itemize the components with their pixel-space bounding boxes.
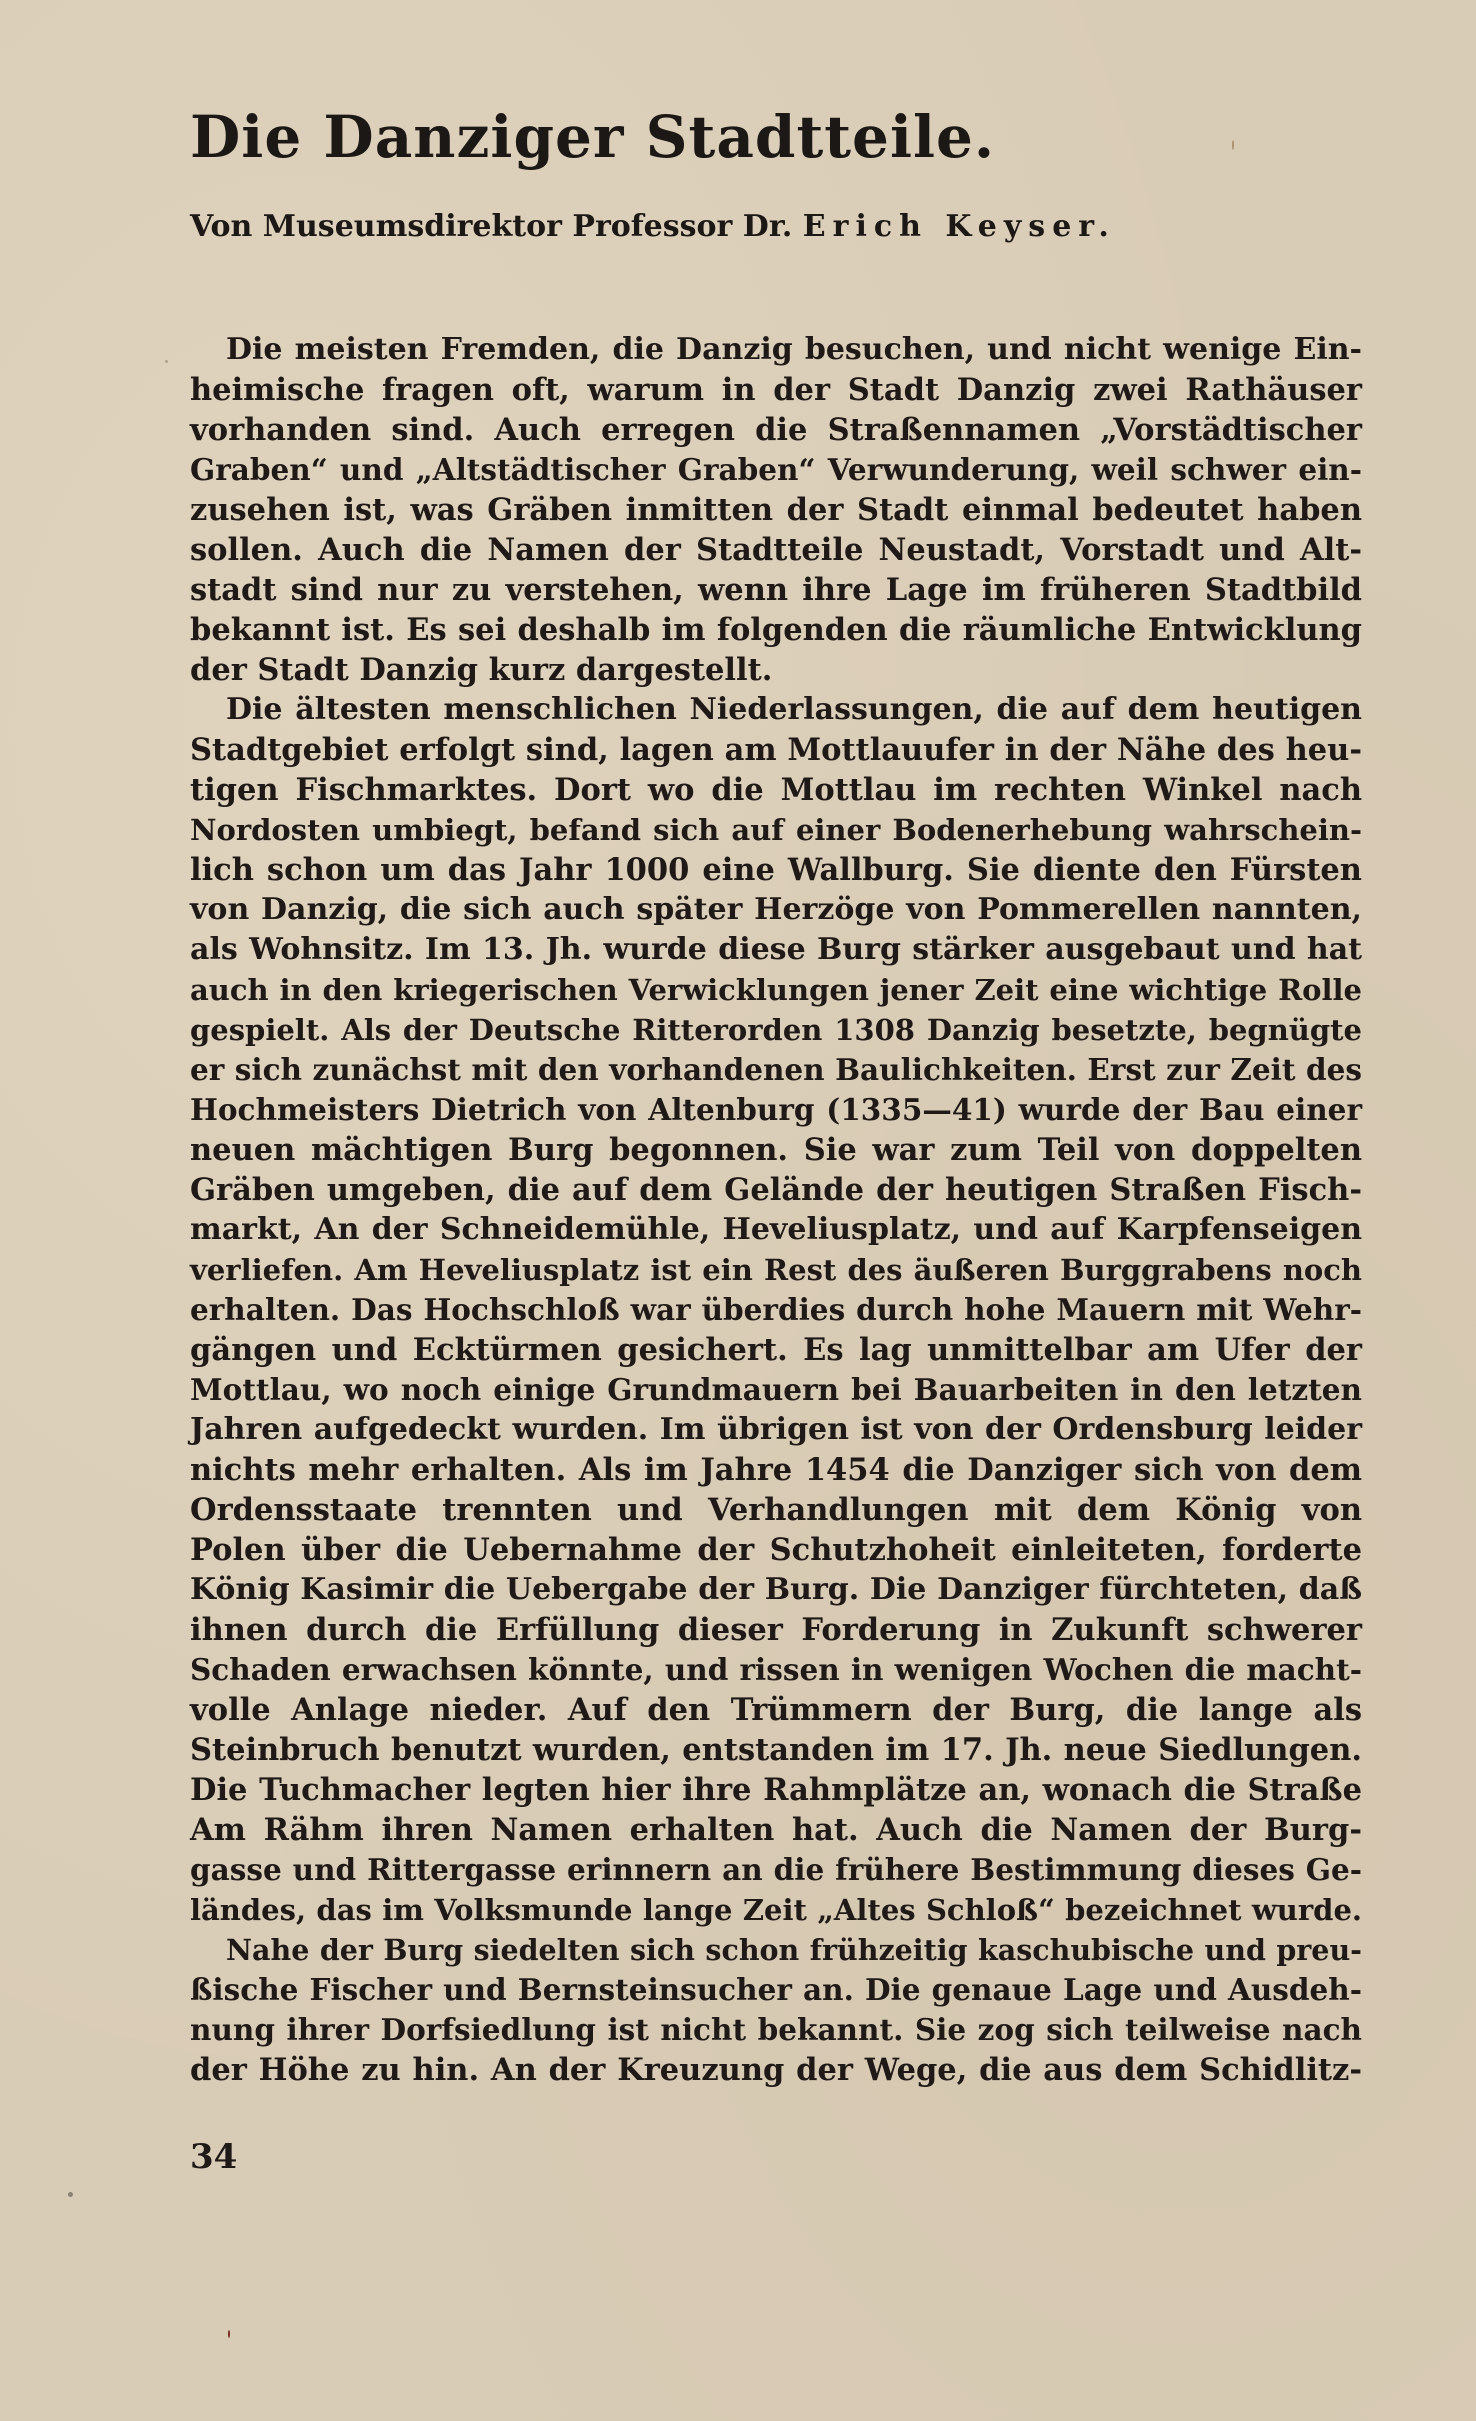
text-line: Ordensstaate trennten und Verhandlungen mit dem König von	[190, 1492, 1362, 1528]
page-number: 34	[190, 2137, 238, 2177]
text-line: als Wohnsitz. Im 13. Jh. wurde diese Burg stärker ausgebaut und hat	[190, 932, 1362, 967]
text-line: Schaden erwachsen könnte, und rissen in wenigen Wochen die macht-	[190, 1652, 1362, 1687]
text-line: heimische fragen oft, warum in der Stadt Danzig zwei Rathäuser	[190, 372, 1362, 408]
text-line: verliefen. Am Heveliusplatz ist ein Rest des äußeren Burggrabens noch	[190, 1253, 1362, 1287]
text-line: Nordosten umbiegt, befand sich auf einer Bodenerhebung wahrschein-	[190, 813, 1362, 847]
text-line: neuen mächtigen Burg begonnen. Sie war zum Teil von doppelten	[190, 1132, 1362, 1168]
text-line: Die Tuchmacher legten hier ihre Rahmplätze an, wonach die Straße	[190, 1772, 1362, 1808]
paragraph	[190, 330, 1362, 690]
text-line: Graben“ und „Altstädtischer Graben“ Verwunderung, weil schwer ein-	[190, 452, 1362, 487]
text-line: Nahe der Burg siedelten sich schon frühzeitig kaschubische und preu-	[226, 1933, 1362, 1967]
text-line: Stadtgebiet erfolgt sind, lagen am Mottlauufer in der Nähe des heu-	[190, 732, 1362, 768]
article-body	[190, 330, 1362, 2090]
text-line: Hochmeisters Dietrich von Altenburg (1335—41) wurde der Bau einer	[190, 1092, 1362, 1127]
byline-author: Erich Keyser.	[802, 209, 1116, 244]
text-line: Steinbruch benutzt wurden, entstanden im 17. Jh. neue Siedlungen.	[190, 1732, 1362, 1768]
text-line: lich schon um das Jahr 1000 eine Wallburg. Sie diente den Fürsten	[190, 852, 1362, 888]
paragraph	[190, 690, 1362, 1930]
text-line: Die meisten Fremden, die Danzig besuchen, und nicht wenige Ein-	[226, 332, 1362, 367]
text-line: gasse und Rittergasse erinnern an die frühere Bestimmung dieses Ge-	[190, 1852, 1362, 1887]
text-line: sollen. Auch die Namen der Stadtteile Neustadt, Vorstadt und Alt-	[190, 532, 1362, 568]
text-line: erhalten. Das Hochschloß war überdies durch hohe Mauern mit Wehr-	[190, 1292, 1362, 1327]
text-line: ländes, das im Volksmunde lange Zeit „Altes Schloß“ bezeichnet wurde.	[190, 1893, 1362, 1927]
text-line: nung ihrer Dorfsiedlung ist nicht bekannt. Sie zog sich teilweise nach	[190, 2012, 1362, 2047]
text-line: volle Anlage nieder. Auf den Trümmern der Burg, die lange als	[190, 1692, 1362, 1728]
text-line: vorhanden sind. Auch erregen die Straßennamen „Vorstädtischer	[190, 412, 1362, 448]
text-line: ßische Fischer und Bernsteinsucher an. Die genaue Lage und Ausdeh-	[190, 1972, 1362, 2007]
text-line: stadt sind nur zu verstehen, wenn ihre Lage im früheren Stadtbild	[190, 572, 1362, 608]
paper-speck	[68, 2192, 73, 2197]
text-line: gängen und Ecktürmen gesichert. Es lag unmittelbar am Ufer der	[190, 1332, 1362, 1368]
text-line: Polen über die Uebernahme der Schutzhoheit einleiteten, forderte	[190, 1532, 1362, 1568]
text-line: er sich zunächst mit den vorhandenen Baulichkeiten. Erst zur Zeit des	[190, 1052, 1362, 1087]
text-line: König Kasimir die Uebergabe der Burg. Die Danziger fürchteten, daß	[190, 1572, 1362, 1607]
text-line: zusehen ist, was Gräben inmitten der Stadt einmal bedeutet haben	[190, 492, 1362, 528]
text-line: der Höhe zu hin. An der Kreuzung der Wege, die aus dem Schidlitz-	[190, 2052, 1362, 2088]
text-line: ihnen durch die Erfüllung dieser Forderung in Zukunft schwerer	[190, 1612, 1362, 1648]
text-line: nichts mehr erhalten. Als im Jahre 1454 die Danziger sich von dem	[190, 1452, 1362, 1488]
text-line: Jahren aufgedeckt wurden. Im übrigen ist von der Ordensburg leider	[190, 1412, 1362, 1447]
paper-speck	[1232, 140, 1234, 150]
text-line: der Stadt Danzig kurz dargestellt.	[190, 652, 773, 688]
text-line: markt, An der Schneidemühle, Heveliusplatz, und auf Karpfenseigen	[190, 1212, 1362, 1247]
article-byline	[190, 209, 1116, 244]
paper-speck	[165, 360, 168, 363]
text-line: bekannt ist. Es sei deshalb im folgenden die räumliche Entwicklung	[190, 612, 1362, 648]
text-line: Gräben umgeben, die auf dem Gelände der heutigen Straßen Fisch-	[190, 1172, 1362, 1208]
text-line: Die ältesten menschlichen Niederlassungen, die auf dem heutigen	[226, 692, 1362, 727]
text-line: tigen Fischmarktes. Dort wo die Mottlau im rechten Winkel nach	[190, 772, 1362, 808]
paragraph	[190, 1930, 1362, 2090]
paper-speck	[228, 2330, 230, 2338]
text-line: von Danzig, die sich auch später Herzöge von Pommerellen nannten,	[190, 892, 1362, 927]
text-line: auch in den kriegerischen Verwicklungen jener Zeit eine wichtige Rolle	[190, 973, 1362, 1007]
article-title: Die Danziger Stadtteile.	[190, 103, 996, 171]
text-line: gespielt. Als der Deutsche Ritterorden 1308 Danzig besetzte, begnügte	[190, 1013, 1362, 1047]
text-line: Am Rähm ihren Namen erhalten hat. Auch die Namen der Burg-	[190, 1812, 1362, 1848]
byline-prefix: Von Museumsdirektor Professor Dr.	[190, 209, 793, 244]
text-line: Mottlau, wo noch einige Grundmauern bei Bauarbeiten in den letzten	[190, 1372, 1362, 1407]
